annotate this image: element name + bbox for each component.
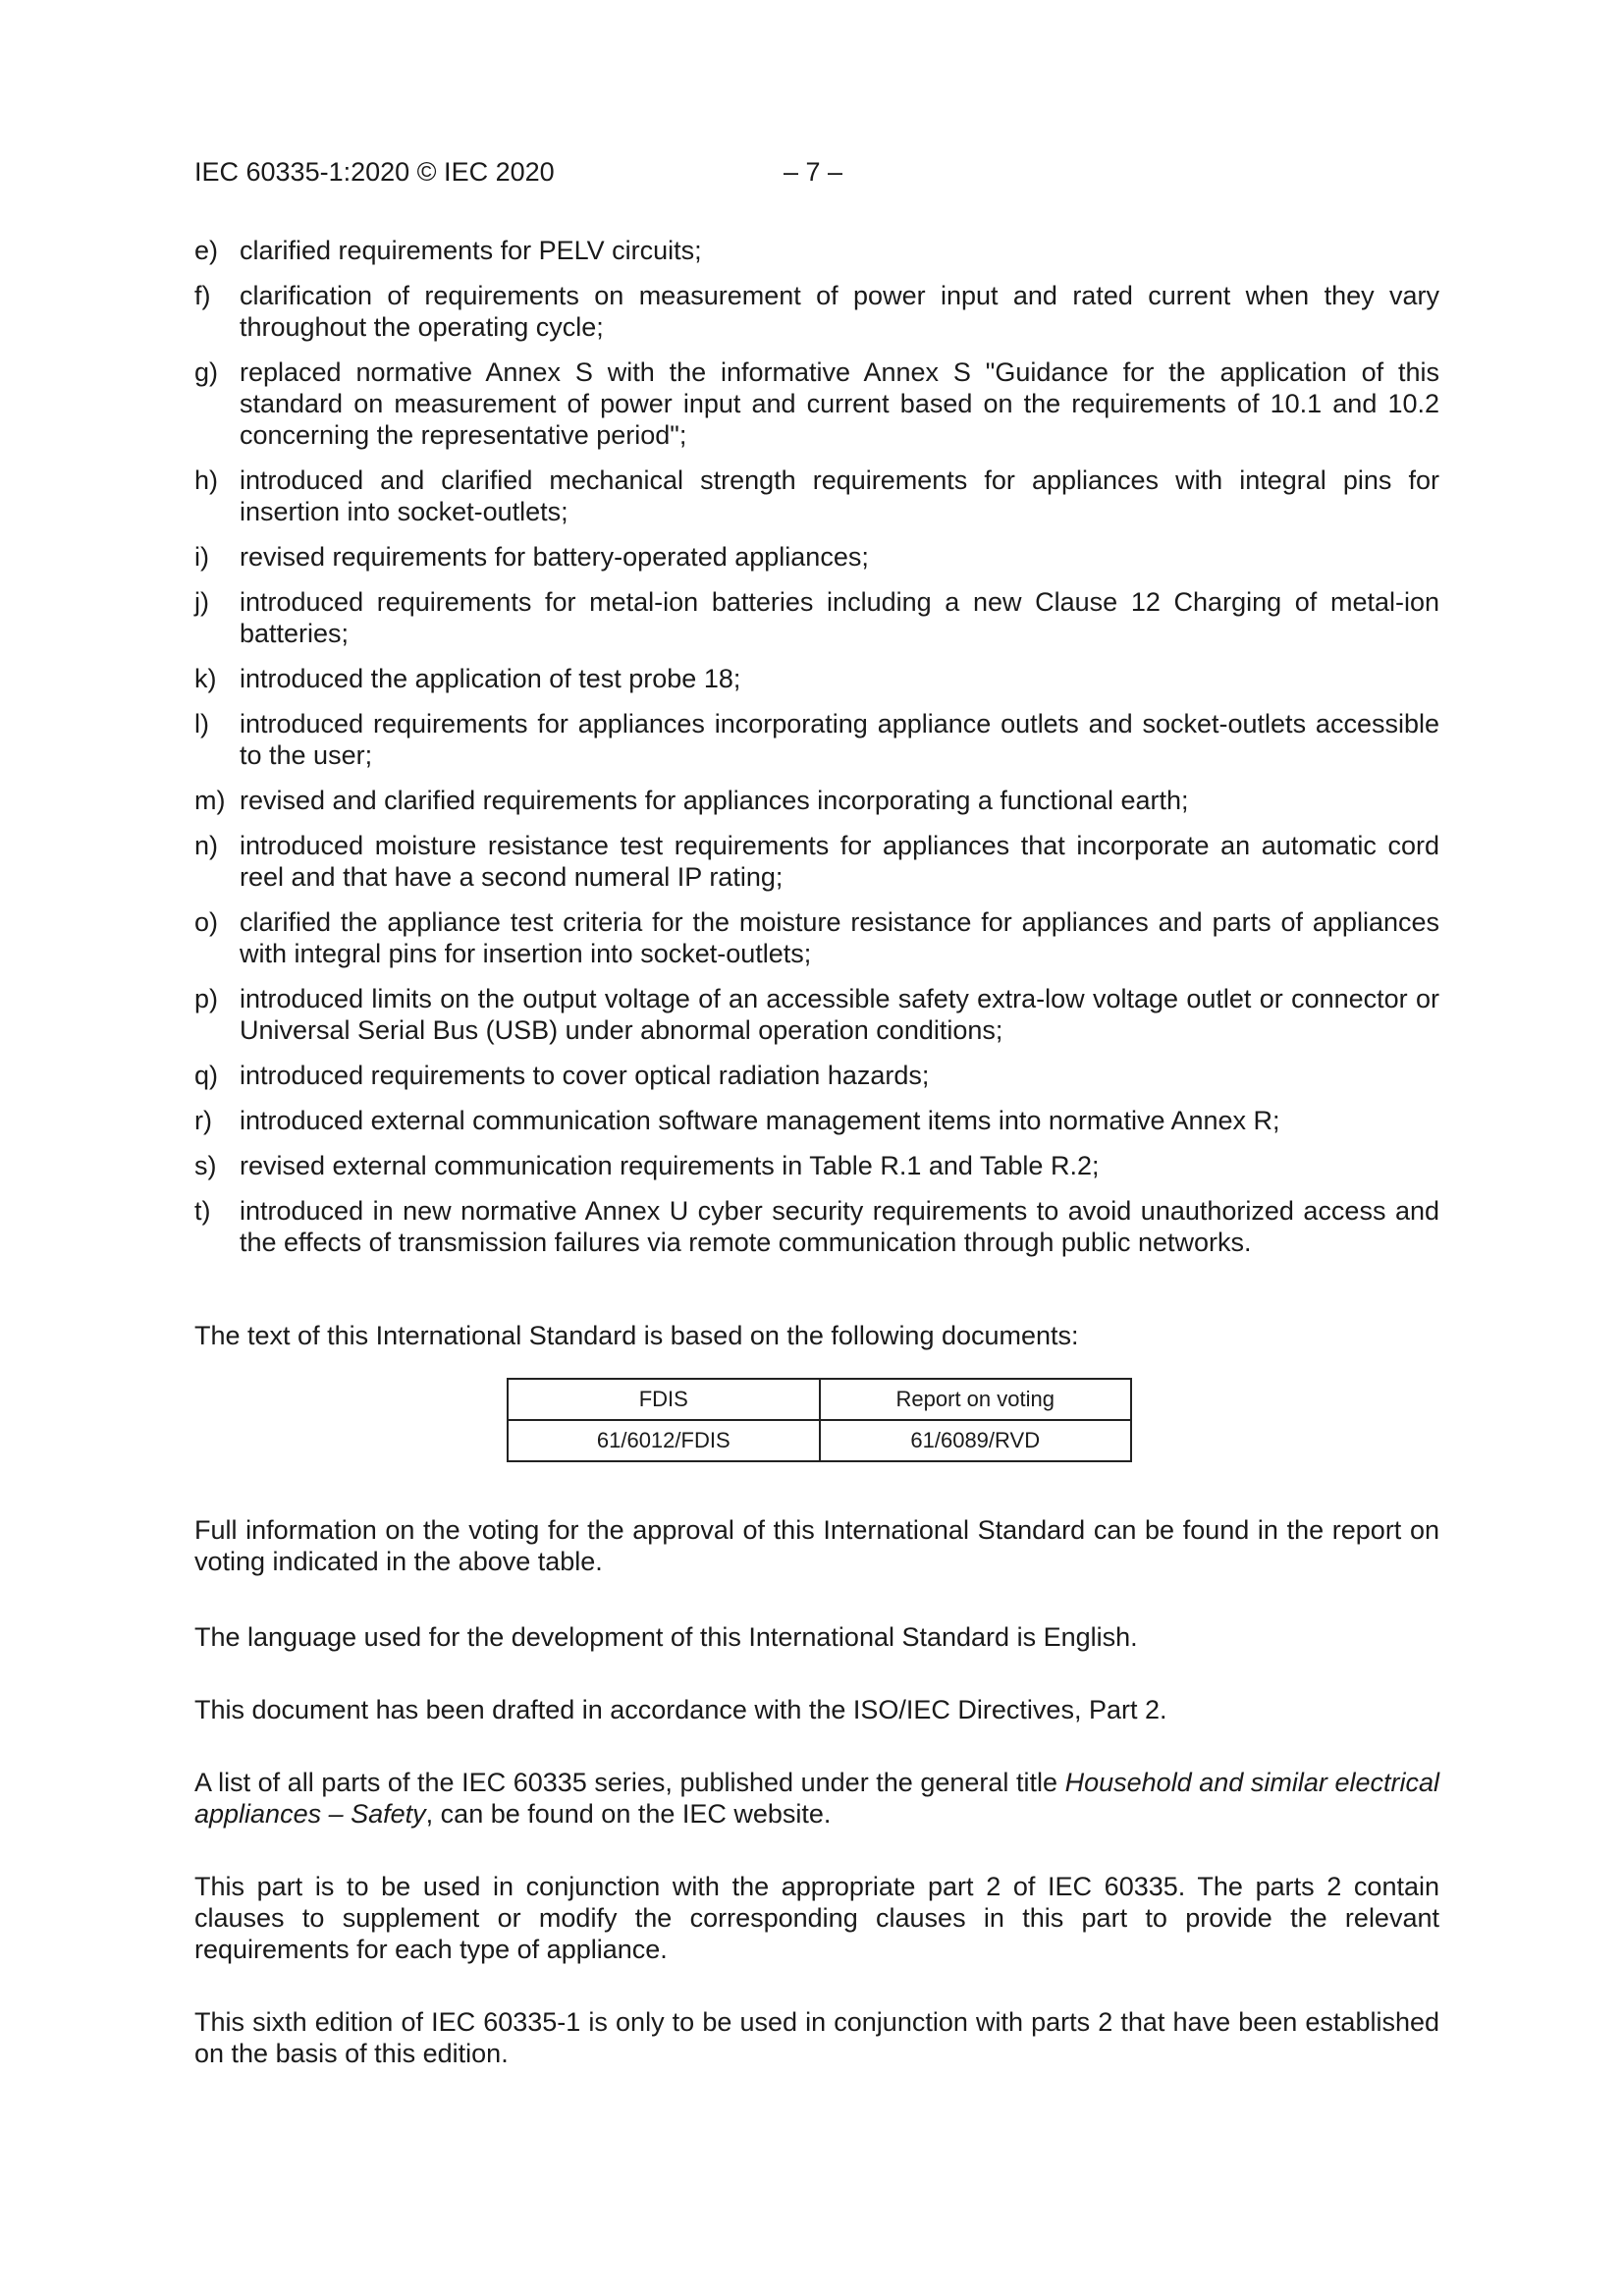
list-marker: e) [194, 236, 219, 265]
list-item-text: revised external communication requirements in Table R.1 and Table R.2; [240, 1151, 1100, 1180]
list-item [194, 586, 1439, 649]
series-paragraph [194, 1767, 1439, 1830]
list-item [194, 1150, 1439, 1181]
list-marker: g) [194, 357, 219, 387]
list-item [194, 785, 1439, 816]
part2-paragraph: This part is to be used in conjunction with the appropriate part 2 of IEC 60335. The parts 2 contain clauses to supplement or modify the corresponding clauses in this part to provide the relevant requirements for each type of appliance. [194, 1872, 1439, 1964]
list-marker: p) [194, 984, 219, 1013]
table-row [508, 1420, 1131, 1461]
series-text-before: A list of all parts of the IEC 60335 series, published under the general title [194, 1768, 1065, 1797]
list-item-text: introduced requirements for appliances incorporating appliance outlets and socket-outlets accessible to the user; [240, 709, 1439, 770]
list-item-text: introduced and clarified mechanical strength requirements for appliances with integral pins for insertion into socket-outlets; [240, 465, 1439, 526]
list-item-text: clarified requirements for PELV circuits; [240, 236, 702, 265]
intro-documents-text: The text of this International Standard is based on the following documents: [194, 1321, 1079, 1350]
list-item [194, 1195, 1439, 1258]
list-item-text: revised requirements for battery-operated appliances; [240, 542, 869, 572]
directives-paragraph: This document has been drafted in accordance with the ISO/IEC Directives, Part 2. [194, 1695, 1167, 1724]
table-header-cell: Report on voting [820, 1379, 1132, 1420]
list-item-text: clarification of requirements on measurement of power input and rated current when they vary throughout the operating cycle; [240, 281, 1439, 342]
list-item-text: clarified the appliance test criteria for the moisture resistance for appliances and parts of appliances with integral pins for insertion into socket-outlets; [240, 907, 1439, 968]
list-item [194, 541, 1439, 573]
list-marker: h) [194, 465, 219, 495]
list-item [194, 356, 1439, 451]
list-item-text: introduced requirements for metal-ion batteries including a new Clause 12 Charging of metal-ion batteries; [240, 587, 1439, 648]
sixth-edition-paragraph: This sixth edition of IEC 60335-1 is only to be used in conjunction with parts 2 that have been established on the basis of this edition. [194, 2007, 1439, 2068]
list-marker: l) [194, 709, 209, 738]
list-marker: q) [194, 1061, 219, 1090]
table-header-row [508, 1379, 1131, 1420]
list-item [194, 1060, 1439, 1091]
language-paragraph: The language used for the development of this International Standard is English. [194, 1622, 1138, 1652]
series-text-after: , can be found on the IEC website. [425, 1799, 832, 1829]
document-id: IEC 60335-1:2020 © IEC 2020 [194, 157, 555, 187]
page-number: – 7 – [784, 157, 843, 187]
list-marker: k) [194, 664, 217, 693]
list-marker: s) [194, 1151, 217, 1180]
table-cell: 61/6089/RVD [820, 1420, 1132, 1461]
list-marker: o) [194, 907, 219, 937]
list-item-text: revised and clarified requirements for appliances incorporating a functional earth; [240, 786, 1189, 815]
list-item [194, 983, 1439, 1046]
list-item [194, 708, 1439, 771]
list-item [194, 663, 1439, 694]
table-cell: 61/6012/FDIS [508, 1420, 820, 1461]
list-marker: t) [194, 1196, 211, 1226]
list-marker: f) [194, 281, 211, 310]
list-item [194, 830, 1439, 893]
list-item-text: introduced in new normative Annex U cyber security requirements to avoid unauthorized access and the effects of transmission failures via remote communication through public networks. [240, 1196, 1439, 1257]
list-marker: i) [194, 542, 209, 572]
page-header [194, 157, 1439, 191]
list-item [194, 280, 1439, 343]
list-marker: m) [194, 786, 226, 815]
list-marker: j) [194, 587, 209, 617]
series-title: Household and similar electrical appliances – Safety [194, 1768, 1440, 1829]
list-marker: n) [194, 831, 219, 860]
voting-table [507, 1378, 1132, 1462]
table-header-cell: FDIS [508, 1379, 820, 1420]
list-item-text: introduced requirements to cover optical radiation hazards; [240, 1061, 930, 1090]
list-item-text: introduced the application of test probe 18; [240, 664, 741, 693]
list-item [194, 1105, 1439, 1136]
list-item-text: introduced limits on the output voltage of an accessible safety extra-low voltage outlet or connector or Universal Serial Bus (USB) under abnormal operation conditions; [240, 984, 1439, 1045]
list-item-text: replaced normative Annex S with the informative Annex S "Guidance for the application of this standard on measurement of power input and current based on the requirements of 10.1 and 10.2 concerning the representative period"; [240, 357, 1439, 450]
list-item-text: introduced moisture resistance test requirements for appliances that incorporate an automatic cord reel and that have a second numeral IP rating; [240, 831, 1439, 892]
list-item [194, 906, 1439, 969]
list-item-text: introduced external communication software management items into normative Annex R; [240, 1106, 1280, 1135]
list-marker: r) [194, 1106, 212, 1135]
list-item [194, 465, 1439, 527]
voting-info-paragraph: Full information on the voting for the approval of this International Standard can be found in the report on voting indicated in the above table. [194, 1515, 1439, 1576]
list-item [194, 235, 1439, 266]
changes-list [194, 235, 1439, 1272]
